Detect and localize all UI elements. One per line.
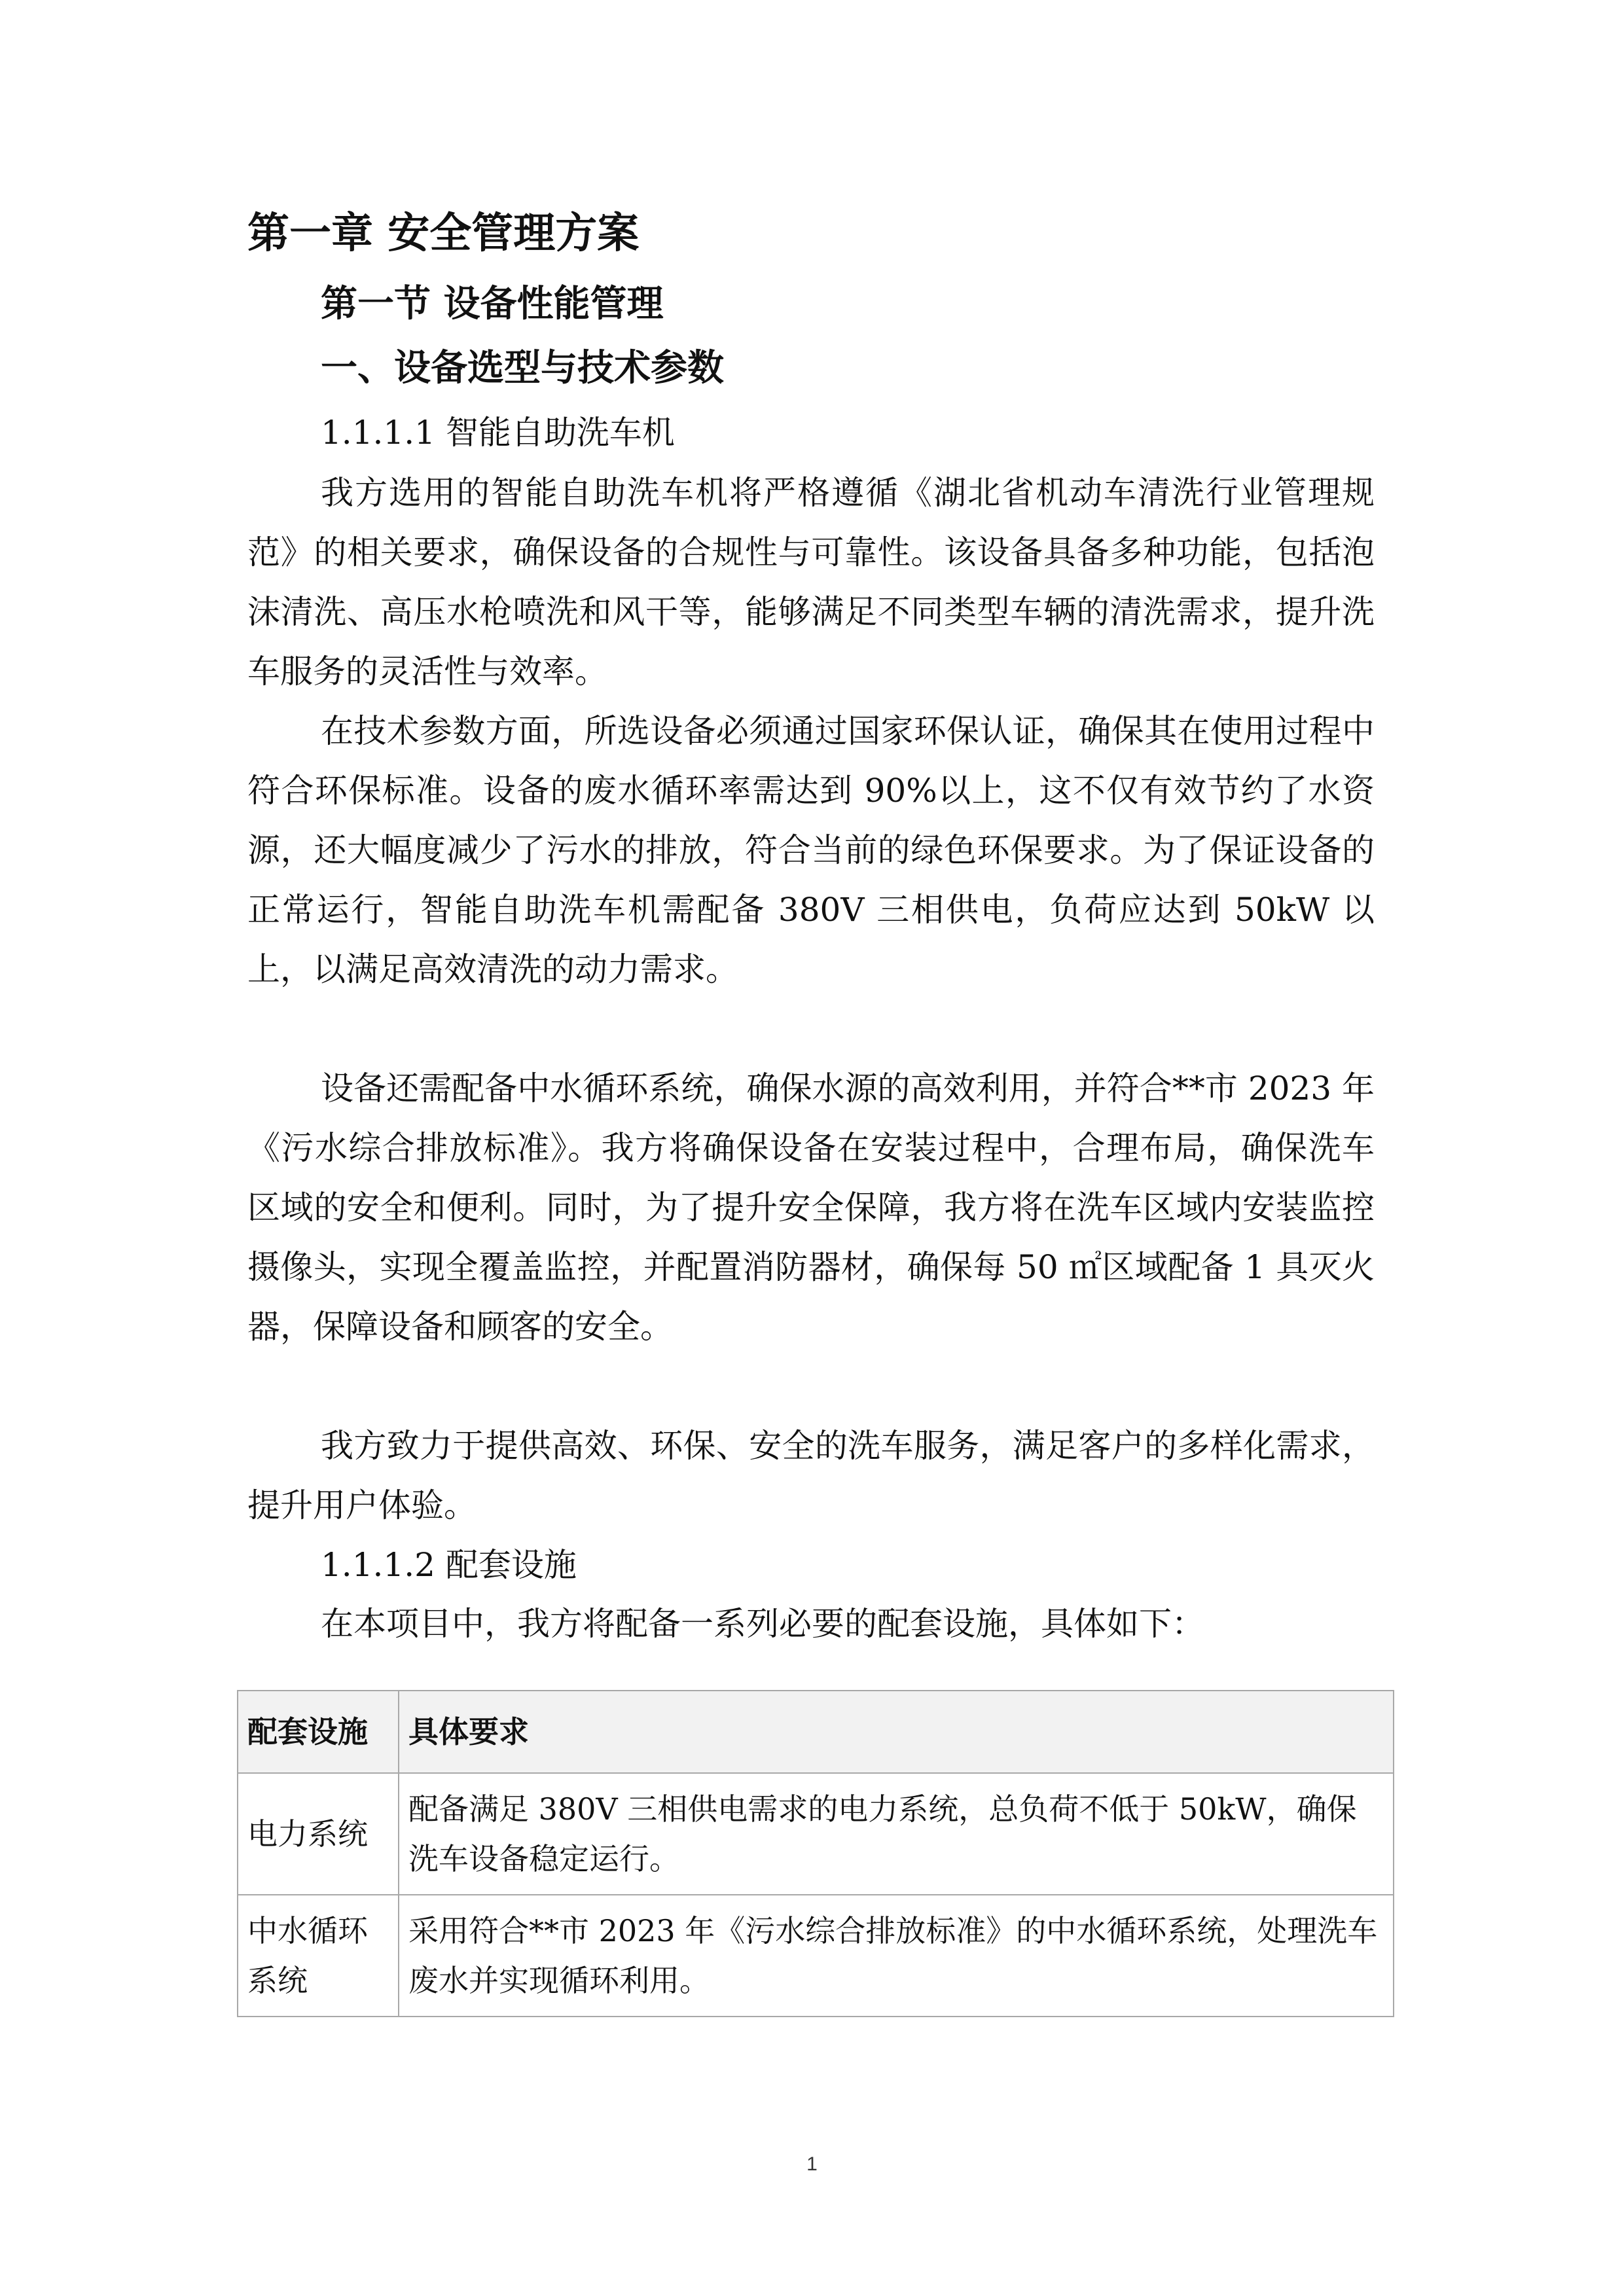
- paragraph: 在技术参数方面，所选设备必须通过国家环保认证，确保其在使用过程中符合环保标准。设备的废水循环率需达到 90%以上，这不仅有效节约了水资源，还大幅度减少了污水的排放，符合当前的绿色环保要求。为了保证设备的正常运行，智能自助洗车机需配备 380V 三相供电，负荷应达到 50kW 以上，以满足高效清洗的动力需求。: [247, 712, 1375, 988]
- table-cell: 采用符合**市 2023 年《污水综合排放标准》的中水循环系统，处理洗车废水并实现循环利用。: [399, 1895, 1394, 2017]
- paragraph: 设备还需配备中水循环系统，确保水源的高效利用，并符合**市 2023 年《污水综合排放标准》。我方将确保设备在安装过程中，合理布局，确保洗车区域的安全和便利。同时，为了提升安全保障，我方将在洗车区域内安装监控摄像头，实现全覆盖监控，并配置消防器材，确保每 50 ㎡区域配备 1 具灭火器，保障设备和顾客的安全。: [247, 1069, 1375, 1346]
- facilities-table: [237, 1690, 1394, 2017]
- table-row: [238, 1895, 1394, 2017]
- item-heading: 1.1.1.1 智能自助洗车机: [321, 414, 675, 452]
- table-header-cell: 配套设施: [238, 1691, 399, 1773]
- section-title: 第一节 设备性能管理: [321, 283, 664, 325]
- paragraph: 在本项目中，我方将配备一系列必要的配套设施，具体如下：: [321, 1605, 1204, 1643]
- table-cell: 电力系统: [238, 1773, 399, 1895]
- subsection-title: 一、设备选型与技术参数: [321, 347, 724, 389]
- table-header-row: [238, 1691, 1394, 1773]
- page-number: 1: [806, 2153, 818, 2175]
- table-row: [238, 1773, 1394, 1895]
- chapter-title: 第一章 安全管理方案: [247, 209, 640, 258]
- table-header-cell: 具体要求: [399, 1691, 1394, 1773]
- paragraph: 我方选用的智能自助洗车机将严格遵循《湖北省机动车清洗行业管理规范》的相关要求，确保设备的合规性与可靠性。该设备具备多种功能，包括泡沫清洗、高压水枪喷洗和风干等，能够满足不同类型车辆的清洗需求，提升洗车服务的灵活性与效率。: [247, 474, 1375, 691]
- item-heading: 1.1.1.2 配套设施: [321, 1546, 577, 1584]
- table-cell: 中水循环系统: [238, 1895, 399, 2017]
- paragraph: 我方致力于提供高效、环保、安全的洗车服务，满足客户的多样化需求，提升用户体验。: [247, 1427, 1375, 1524]
- table-cell: 配备满足 380V 三相供电需求的电力系统，总负荷不低于 50kW，确保洗车设备稳定运行。: [399, 1773, 1394, 1895]
